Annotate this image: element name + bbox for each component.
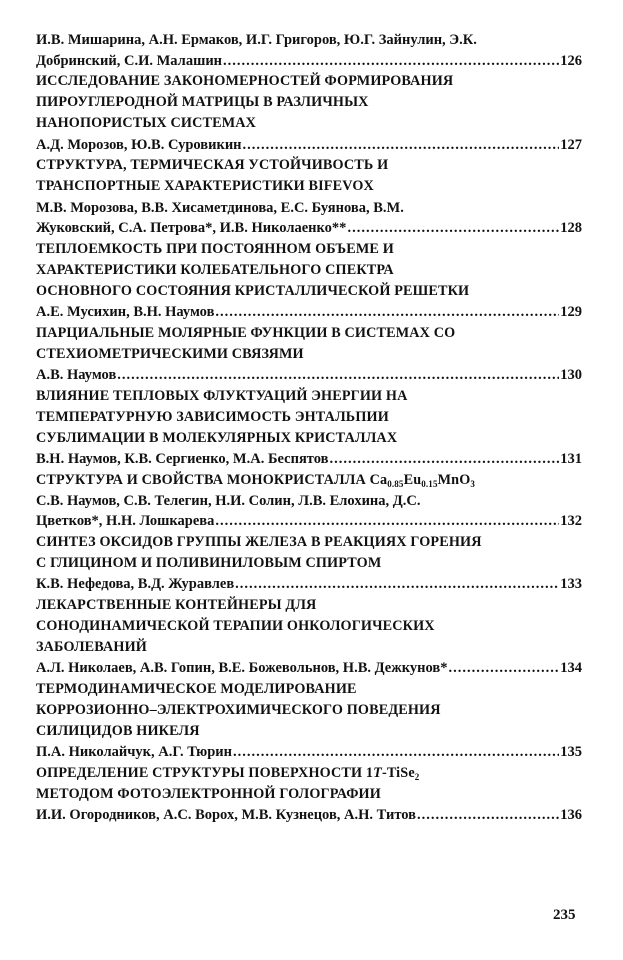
page-reference: 127 — [560, 136, 582, 153]
paper-title-line: ВЛИЯНИЕ ТЕПЛОВЫХ ФЛУКТУАЦИЙ ЭНЕРГИИ НА — [36, 387, 408, 404]
dot-leader — [347, 218, 559, 239]
paper-title-line: С ГЛИЦИНОМ И ПОЛИВИНИЛОВЫМ СПИРТОМ — [36, 555, 382, 572]
paper-title-line: СТРУКТУРА, ТЕРМИЧЕСКАЯ УСТОЙЧИВОСТЬ И — [36, 157, 389, 174]
authors-line: Жуковский, С.А. Петрова*, И.В. Николаенко** — [36, 220, 347, 237]
paper-title-line: ОСНОВНОГО СОСТОЯНИЯ КРИСТАЛЛИЧЕСКОЙ РЕШЕТКИ — [36, 282, 470, 299]
authors-line: Добринский, С.И. Малашин — [36, 52, 223, 69]
formula-subscript: 0.15 — [421, 478, 438, 489]
paper-title-line: ХАРАКТЕРИСТИКИ КОЛЕБАТЕЛЬНОГО СПЕКТРА — [36, 261, 394, 278]
formula-element: Ca — [369, 471, 388, 488]
toc-entry-129[interactable] — [36, 302, 582, 323]
authors-line: И.И. Огородников, А.С. Ворох, М.В. Кузнецов, А.Н. Титов — [36, 807, 416, 824]
page-reference: 134 — [560, 660, 582, 677]
paper-title-line: СОНОДИНАМИЧЕСКОЙ ТЕРАПИИ ОНКОЛОГИЧЕСКИХ — [36, 617, 435, 634]
title-text: СТРУКТУРА И СВОЙСТВА МОНОКРИСТАЛЛА — [36, 471, 370, 488]
dot-leader — [223, 51, 559, 72]
paper-title-line: ИССЛЕДОВАНИЕ ЗАКОНОМЕРНОСТЕЙ ФОРМИРОВАНИЯ — [36, 73, 454, 89]
page-reference: 131 — [560, 451, 582, 468]
toc-entry-135[interactable] — [36, 742, 582, 763]
formula-subscript: 3 — [470, 478, 476, 489]
authors-line: М.В. Морозова, В.В. Хисаметдинова, Е.С. Буянова, В.М. — [36, 199, 404, 216]
dot-leader — [215, 511, 559, 532]
toc-entry-127[interactable] — [36, 135, 582, 156]
table-of-contents — [36, 30, 582, 826]
title-text: -TiSe — [381, 764, 415, 781]
authors-line: А.Д. Морозов, Ю.В. Суровикин — [36, 136, 242, 153]
dot-leader — [448, 658, 559, 679]
paper-title-line: СУБЛИМАЦИИ В МОЛЕКУЛЯРНЫХ КРИСТАЛЛАХ — [36, 429, 398, 446]
paper-title-line: ТЕМПЕРАТУРНУЮ ЗАВИСИМОСТЬ ЭНТАЛЬПИИ — [36, 408, 389, 425]
authors-line: В.Н. Наумов, К.В. Сергиенко, М.А. Беспятов — [36, 451, 329, 468]
paper-title-line: ТРАНСПОРТНЫЕ ХАРАКТЕРИСТИКИ BIFEVOX — [36, 178, 374, 195]
dot-leader — [417, 805, 559, 826]
dot-leader — [117, 365, 559, 386]
dot-leader — [329, 449, 559, 470]
authors-line: А.В. Наумов — [36, 367, 117, 384]
authors-line: И.В. Мишарина, А.Н. Ермаков, И.Г. Григоров, Ю.Г. Зайнулин, Э.К. — [36, 32, 477, 48]
page-reference: 136 — [560, 807, 582, 824]
paper-title-line: НАНОПОРИСТЫХ СИСТЕМАХ — [36, 115, 257, 132]
page-reference: 135 — [560, 744, 582, 761]
dot-leader — [215, 302, 559, 323]
paper-title-line: СИЛИЦИДОВ НИКЕЛЯ — [36, 723, 200, 740]
paper-title-line: ТЕПЛОЕМКОСТЬ ПРИ ПОСТОЯННОМ ОБЪЕМЕ И — [36, 240, 394, 257]
toc-entry-132[interactable] — [36, 511, 582, 532]
page-reference: 133 — [560, 576, 582, 593]
authors-line: П.А. Николайчук, А.Г. Тюрин — [36, 744, 232, 761]
paper-title-line: ТЕРМОДИНАМИЧЕСКОЕ МОДЕЛИРОВАНИЕ — [36, 680, 357, 697]
paper-title-line: КОРРОЗИОННО–ЭЛЕКТРОХИМИЧЕСКОГО ПОВЕДЕНИЯ — [36, 702, 441, 719]
dot-leader — [243, 135, 560, 156]
dot-leader — [233, 742, 559, 763]
authors-line: К.В. Нефедова, В.Д. Журавлев — [36, 576, 235, 593]
toc-entry-130[interactable] — [36, 365, 582, 386]
paper-title-line: ПАРЦИАЛЬНЫЕ МОЛЯРНЫЕ ФУНКЦИИ В СИСТЕМАХ СО — [36, 324, 456, 341]
page-reference: 128 — [560, 220, 582, 237]
page-reference: 129 — [560, 304, 582, 321]
paper-title-line: СИНТЕЗ ОКСИДОВ ГРУППЫ ЖЕЛЕЗА В РЕАКЦИЯХ ГОРЕНИЯ — [36, 533, 482, 550]
formula — [370, 472, 475, 488]
paper-title-line — [36, 763, 582, 784]
authors-line: А.Е. Мусихин, В.Н. Наумов — [36, 304, 215, 321]
formula-subscript: 2 — [414, 771, 420, 782]
toc-entry-133[interactable] — [36, 574, 582, 595]
paper-title-line: ЗАБОЛЕВАНИЙ — [36, 639, 147, 656]
paper-title-line — [36, 470, 582, 491]
page-reference: 132 — [560, 513, 582, 530]
title-italic-text: T — [373, 764, 382, 781]
page-reference: 130 — [560, 367, 582, 384]
toc-entry-134[interactable] — [36, 658, 582, 679]
toc-entry-131[interactable] — [36, 449, 582, 470]
paper-title-line: МЕТОДОМ ФОТОЭЛЕКТРОННОЙ ГОЛОГРАФИИ — [36, 786, 381, 803]
title-text: ОПРЕДЕЛЕНИЕ СТРУКТУРЫ ПОВЕРХНОСТИ 1 — [36, 764, 374, 781]
formula-element: Eu — [403, 471, 422, 488]
toc-entry-136[interactable] — [36, 805, 582, 826]
paper-title-line: ПИРОУГЛЕРОДНОЙ МАТРИЦЫ В РАЗЛИЧНЫХ — [36, 94, 369, 111]
paper-title-line: ЛЕКАРСТВЕННЫЕ КОНТЕЙНЕРЫ ДЛЯ — [36, 596, 317, 613]
dot-leader — [235, 574, 559, 595]
formula-subscript: 0.85 — [387, 478, 404, 489]
toc-entry-128[interactable] — [36, 218, 582, 239]
toc-entry-126[interactable] — [36, 51, 582, 72]
authors-line: Цветков*, Н.Н. Лошкарева — [36, 513, 215, 530]
formula-element: MnO — [437, 471, 471, 488]
page-reference: 126 — [560, 52, 582, 69]
authors-line: С.В. Наумов, С.В. Телегин, Н.И. Солин, Л.В. Елохина, Д.С. — [36, 492, 421, 509]
page-number: 235 — [553, 907, 576, 923]
paper-title-line: СТЕХИОМЕТРИЧЕСКИМИ СВЯЗЯМИ — [36, 345, 304, 362]
authors-line: А.Л. Николаев, А.В. Гопин, В.Е. Божевольнов, Н.В. Дежкунов* — [36, 660, 448, 677]
